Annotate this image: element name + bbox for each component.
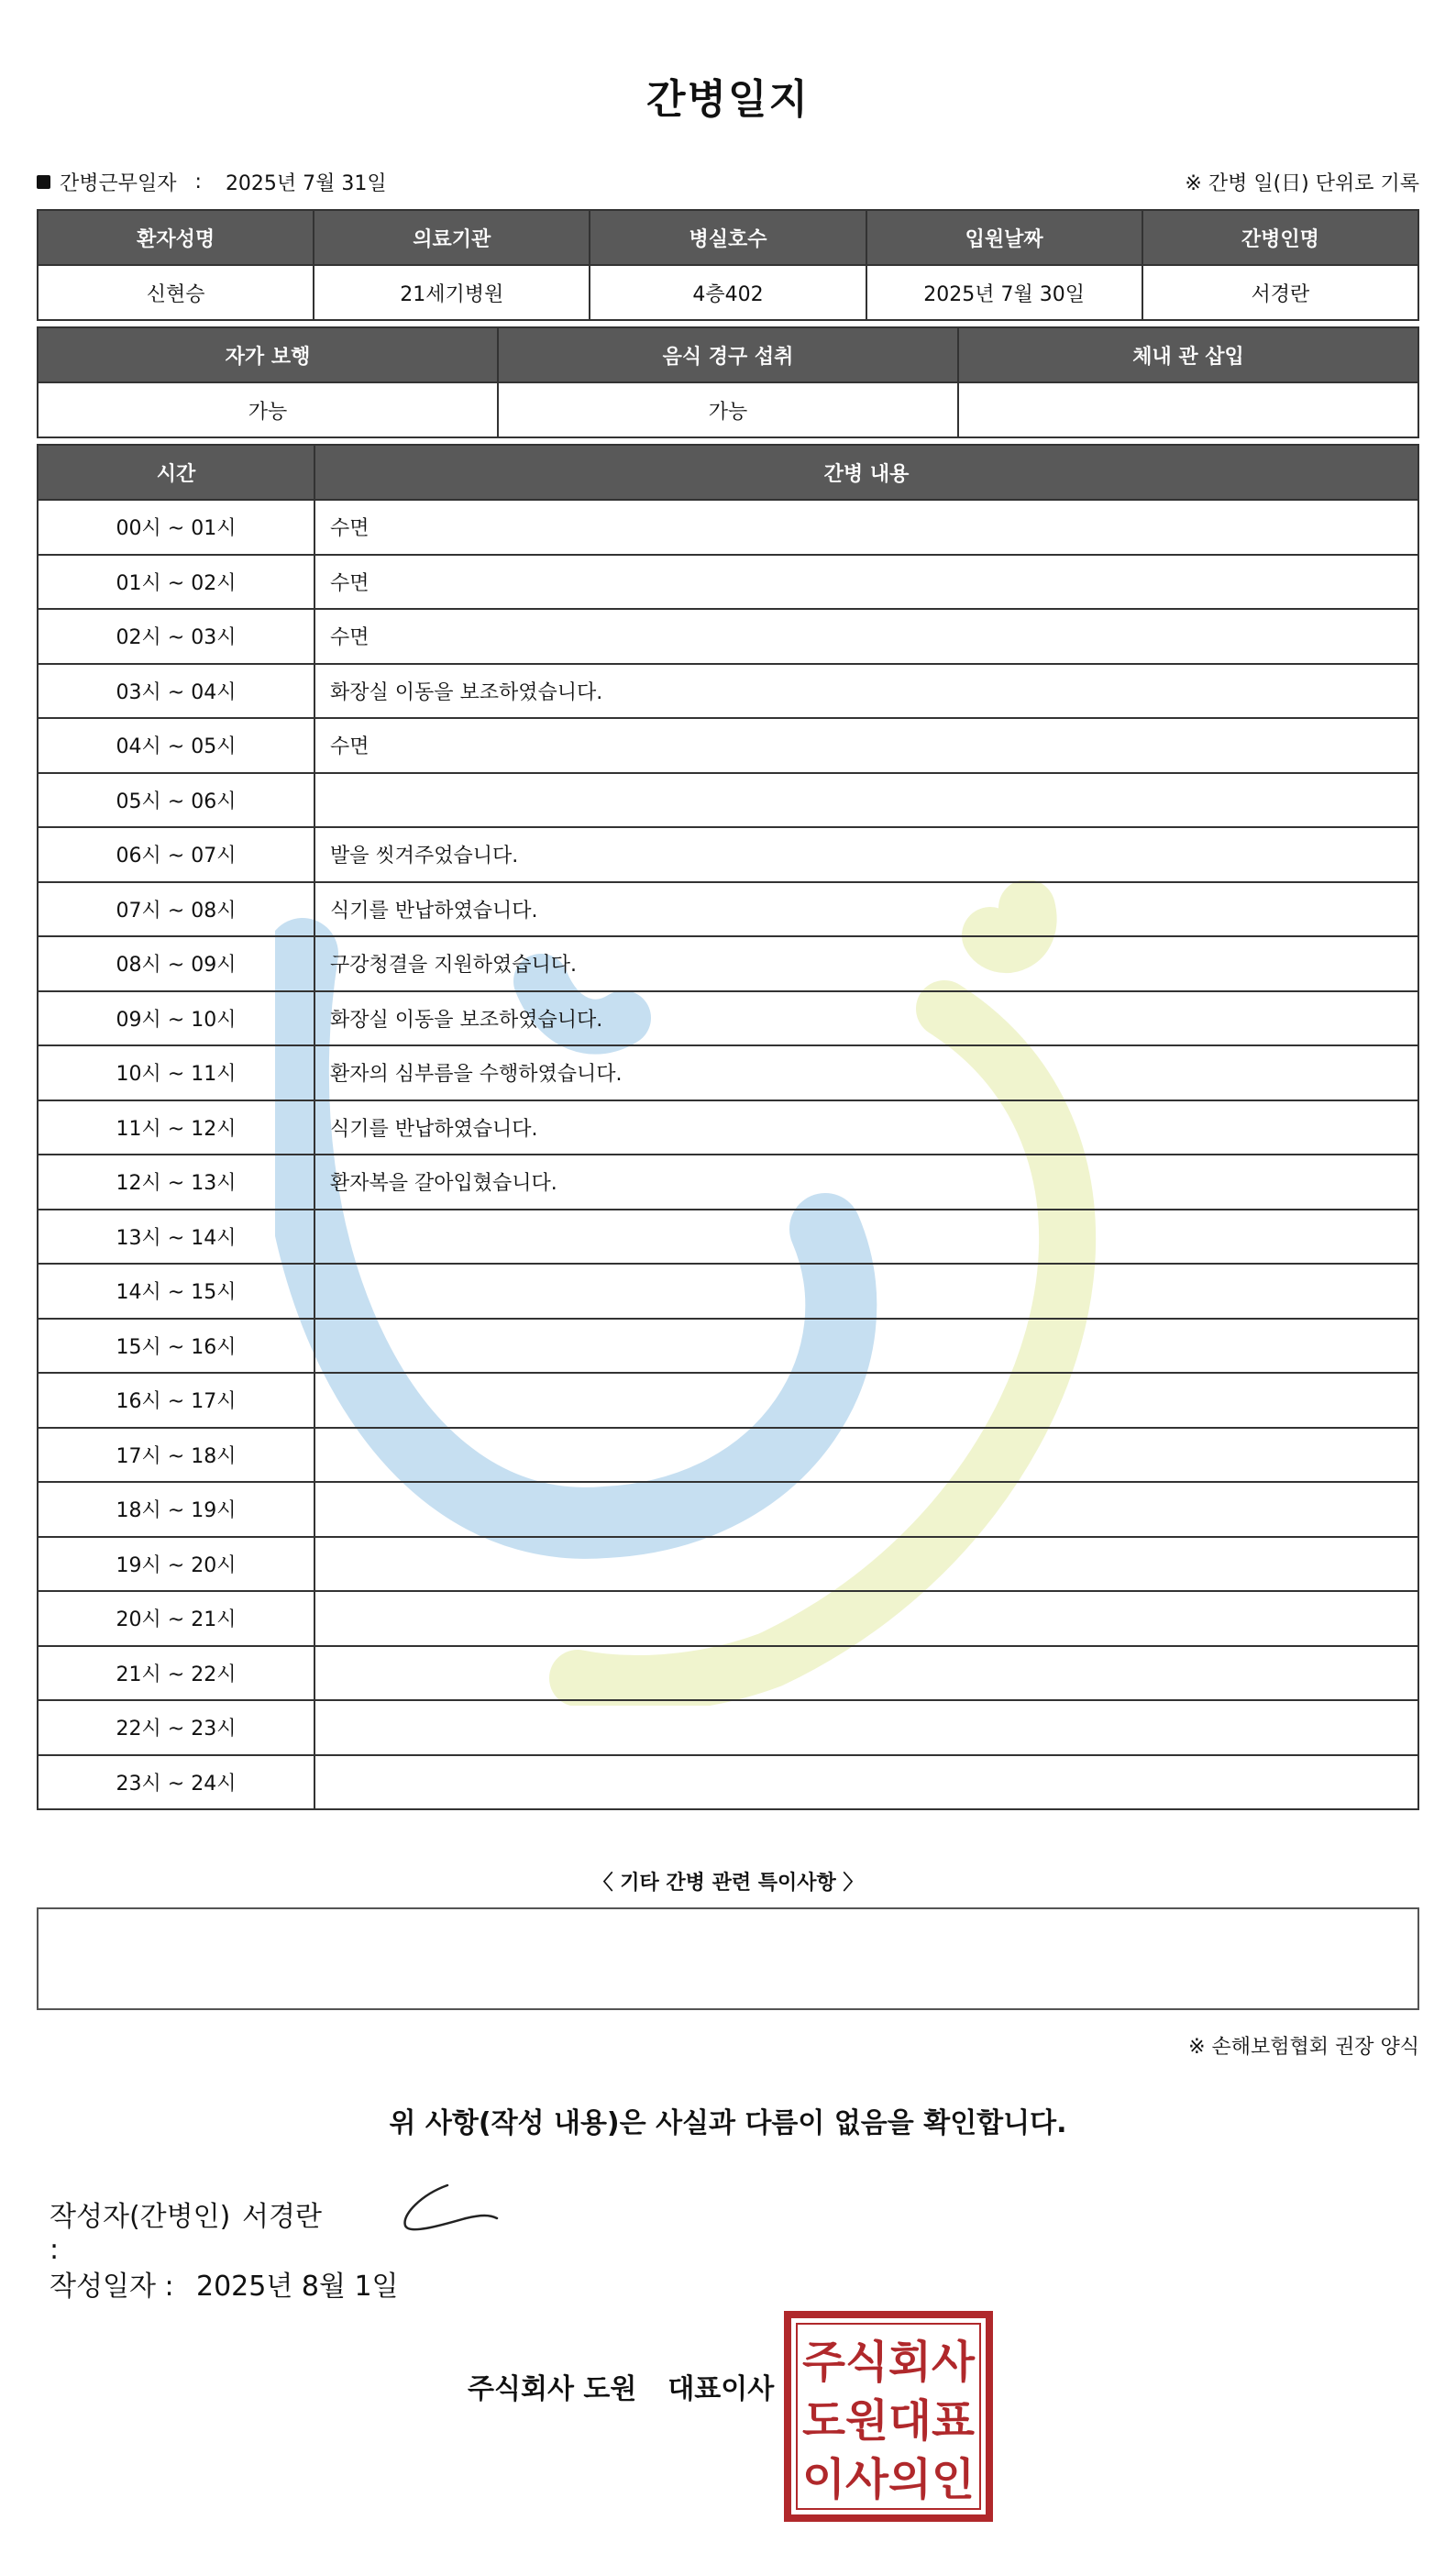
content-cell — [314, 1646, 1418, 1701]
header-oral-intake: 음식 경구 섭취 — [498, 327, 958, 382]
table-row — [38, 1264, 1418, 1319]
time-cell: 21시 ~ 22시 — [38, 1646, 314, 1701]
table-row — [38, 773, 1418, 828]
time-cell: 12시 ~ 13시 — [38, 1155, 314, 1210]
header-admission-date: 입원날짜 — [866, 210, 1142, 265]
content-cell — [314, 1591, 1418, 1646]
time-cell: 06시 ~ 07시 — [38, 827, 314, 882]
oral-intake-value: 가능 — [498, 382, 958, 437]
page-title: 간병일지 — [645, 76, 810, 123]
table-row — [38, 1373, 1418, 1428]
content-cell — [314, 1373, 1418, 1428]
content-cell — [314, 1428, 1418, 1483]
tube-insertion-value — [958, 382, 1418, 437]
content-cell: 환자복을 갈아입혔습니다. — [314, 1155, 1418, 1210]
table-row — [38, 555, 1418, 610]
table-row — [38, 1755, 1418, 1810]
content-cell — [314, 1537, 1418, 1592]
time-cell: 05시 ~ 06시 — [38, 773, 314, 828]
content-cell: 환자의 심부름을 수행하였습니다. — [314, 1045, 1418, 1100]
patient-status-table — [37, 326, 1419, 438]
writer-name: 서경란 — [242, 2201, 322, 2233]
patient-name: 신현승 — [38, 265, 314, 320]
content-cell: 화장실 이동을 보조하였습니다. — [314, 991, 1418, 1046]
seal-line-1: 주식회사 — [802, 2337, 976, 2388]
table-row — [38, 1045, 1418, 1100]
content-cell: 발을 씻겨주었습니다. — [314, 827, 1418, 882]
content-cell: 식기를 반납하였습니다. — [314, 1100, 1418, 1155]
confirmation-statement: 위 사항(작성 내용)은 사실과 다름이 없음을 확인합니다. — [389, 2107, 1067, 2139]
content-cell — [314, 1700, 1418, 1755]
content-cell: 수면 — [314, 718, 1418, 773]
header-care-content: 간병 내용 — [314, 445, 1418, 500]
content-cell: 화장실 이동을 보조하였습니다. — [314, 664, 1418, 719]
header-time: 시간 — [38, 445, 314, 500]
notes-text — [39, 1909, 1417, 1935]
content-cell — [314, 1482, 1418, 1537]
time-cell: 04시 ~ 05시 — [38, 718, 314, 773]
time-cell: 11시 ~ 12시 — [38, 1100, 314, 1155]
time-cell: 03시 ~ 04시 — [38, 664, 314, 719]
table-row — [38, 609, 1418, 664]
table-row — [38, 1155, 1418, 1210]
header-hospital: 의료기관 — [314, 210, 590, 265]
content-cell — [314, 1264, 1418, 1319]
table-row — [38, 1210, 1418, 1265]
bullet-square-icon — [37, 175, 50, 189]
written-date-label: 작성일자 : — [50, 2271, 174, 2303]
content-cell: 수면 — [314, 609, 1418, 664]
written-date-line — [50, 2263, 399, 2304]
meta-row — [37, 168, 1419, 195]
care-log-table — [37, 444, 1419, 1810]
admission-date: 2025년 7월 30일 — [866, 265, 1142, 320]
table-row — [38, 991, 1418, 1046]
header-room: 병실호수 — [590, 210, 866, 265]
content-cell: 수면 — [314, 555, 1418, 610]
table-row — [38, 1591, 1418, 1646]
work-date-value: 2025년 7월 31일 — [225, 172, 387, 195]
table-row — [38, 718, 1418, 773]
time-cell: 01시 ~ 02시 — [38, 555, 314, 610]
caregiver-name: 서경란 — [1142, 265, 1418, 320]
time-cell: 22시 ~ 23시 — [38, 1700, 314, 1755]
table-row — [38, 827, 1418, 882]
time-cell: 15시 ~ 16시 — [38, 1319, 314, 1374]
time-cell: 08시 ~ 09시 — [38, 936, 314, 991]
content-cell: 수면 — [314, 500, 1418, 555]
unit-note: ※ 간병 일(日) 단위로 기록 — [1185, 172, 1419, 195]
notes-title: 〈 기타 간병 관련 특이사항 〉 — [592, 1872, 864, 1895]
content-cell: 식기를 반납하였습니다. — [314, 882, 1418, 937]
table-row — [38, 1482, 1418, 1537]
table-row — [38, 1319, 1418, 1374]
self-walking-value: 가능 — [38, 382, 498, 437]
content-cell — [314, 1210, 1418, 1265]
room-number: 4층402 — [590, 265, 866, 320]
seal-line-2: 도원대표 — [802, 2395, 976, 2447]
time-cell: 14시 ~ 15시 — [38, 1264, 314, 1319]
content-cell — [314, 773, 1418, 828]
signature-icon — [394, 2178, 523, 2242]
table-row — [38, 500, 1418, 555]
table-row — [38, 664, 1418, 719]
work-date-colon: : — [194, 171, 202, 193]
content-cell — [314, 1755, 1418, 1810]
time-cell: 16시 ~ 17시 — [38, 1373, 314, 1428]
table-row — [38, 936, 1418, 991]
time-cell: 18시 ~ 19시 — [38, 1482, 314, 1537]
time-cell: 07시 ~ 08시 — [38, 882, 314, 937]
header-patient-name: 환자성명 — [38, 210, 314, 265]
header-caregiver: 간병인명 — [1142, 210, 1418, 265]
table-row — [38, 1100, 1418, 1155]
time-cell: 19시 ~ 20시 — [38, 1537, 314, 1592]
time-cell: 13시 ~ 14시 — [38, 1210, 314, 1265]
content-cell — [314, 1319, 1418, 1374]
patient-info-table — [37, 209, 1419, 321]
table-row — [38, 1700, 1418, 1755]
header-self-walking: 자가 보행 — [38, 327, 498, 382]
company-seal-icon — [784, 2311, 993, 2522]
work-date — [37, 168, 387, 196]
work-date-label: 간병근무일자 — [60, 172, 177, 195]
header-tube-insertion: 체내 관 삽입 — [958, 327, 1418, 382]
writer-label: 작성자(간병인) : — [50, 2201, 231, 2266]
seal-line-3: 이사의인 — [802, 2454, 975, 2505]
table-row — [38, 882, 1418, 937]
writer-line — [50, 2194, 322, 2266]
recommended-form-note: ※ 손해보험협회 권장 양식 — [1188, 2036, 1419, 2059]
company-line — [468, 2366, 774, 2406]
time-cell: 09시 ~ 10시 — [38, 991, 314, 1046]
time-cell: 17시 ~ 18시 — [38, 1428, 314, 1483]
time-cell: 10시 ~ 11시 — [38, 1045, 314, 1100]
time-cell: 20시 ~ 21시 — [38, 1591, 314, 1646]
content-cell: 구강청결을 지원하였습니다. — [314, 936, 1418, 991]
written-date-value: 2025년 8월 1일 — [196, 2271, 399, 2303]
hospital-name: 21세기병원 — [314, 265, 590, 320]
table-row — [38, 1646, 1418, 1701]
time-cell: 02시 ~ 03시 — [38, 609, 314, 664]
table-row — [38, 1428, 1418, 1483]
notes-box — [37, 1907, 1419, 2010]
time-cell: 00시 ~ 01시 — [38, 500, 314, 555]
company-name: 주식회사 도원 — [468, 2373, 637, 2405]
table-row — [38, 1537, 1418, 1592]
ceo-title: 대표이사 — [667, 2373, 775, 2405]
time-cell: 23시 ~ 24시 — [38, 1755, 314, 1810]
